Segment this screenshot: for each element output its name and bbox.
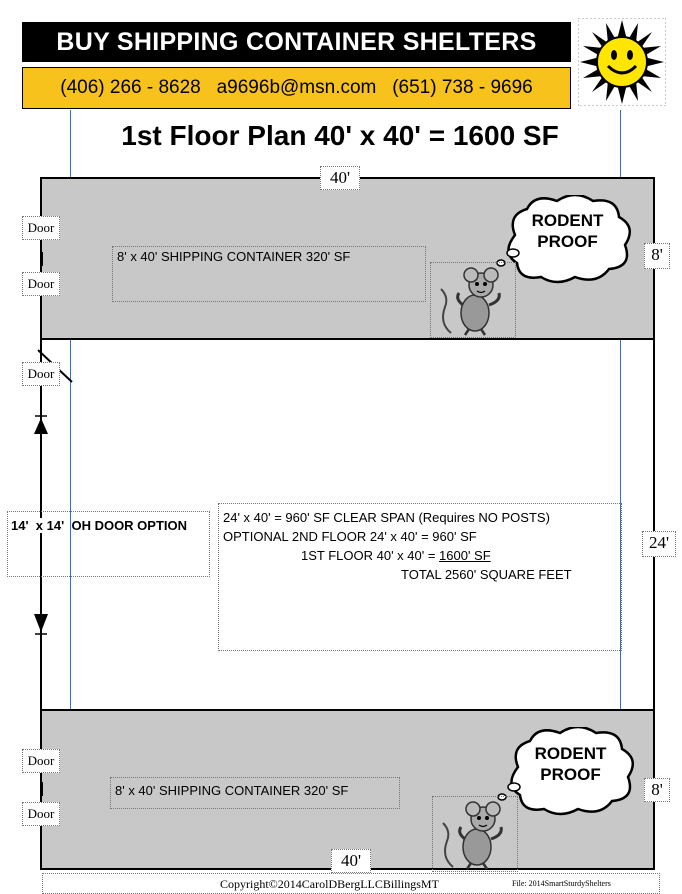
clear-span-notes	[218, 503, 622, 651]
top-container-label	[112, 246, 426, 302]
bottom-width-dimension: 40'	[331, 849, 371, 873]
bottom-container-label	[110, 777, 400, 809]
mouse-icon	[432, 796, 518, 872]
top-container-label-text: 8' x 40' SHIPPING CONTAINER 320' SF	[117, 249, 351, 264]
notes-line-4: TOTAL 2560' SQUARE FEET	[401, 567, 572, 582]
footer-file: File: 2014SmartSturdyShelters	[512, 879, 611, 888]
notes-line-3-prefix: 1ST FLOOR 40' x 40' =	[301, 548, 440, 563]
notes-line-2: OPTIONAL 2ND FLOOR 24' x 40' = 960' SF	[223, 529, 477, 544]
notes-line-1: 24' x 40' = 960' SF CLEAR SPAN (Requires NO POSTS)	[223, 510, 550, 525]
bottom-container-divider	[40, 709, 655, 711]
span-depth-dimension: 24'	[642, 531, 676, 557]
door-tick-top	[41, 252, 43, 266]
notes-line-3-value: 1600' SF	[439, 548, 491, 563]
bottom-container-label-text: 8' x 40' SHIPPING CONTAINER 320' SF	[115, 783, 349, 798]
footer-copyright: Copyright©2014CarolDBergLLCBillingsMT	[220, 877, 439, 891]
oh-door-label: OH DOOR OPTION	[71, 518, 188, 533]
oh-door-width: 14'	[11, 518, 29, 533]
plan-title: 1st Floor Plan 40' x 40' = 1600 SF	[121, 120, 559, 151]
door-bottom-left-2: Door	[22, 802, 60, 826]
sun-logo-icon	[578, 18, 666, 106]
email-address: a9696b@msn.com	[216, 77, 377, 98]
door-tick-bottom	[41, 782, 43, 796]
door-top-left-2: Door	[22, 272, 60, 296]
door-middle-left: Door	[22, 362, 60, 386]
rodent-bottom-line2: PROOF	[540, 765, 601, 784]
door-bottom-left-1: Door	[22, 749, 60, 773]
bottom-depth-dimension: 8'	[644, 778, 670, 802]
contact-bar	[22, 67, 571, 109]
oh-door-x: x	[35, 518, 44, 533]
phone-1: (406) 266 - 8628	[60, 77, 201, 98]
notes-line-3	[301, 546, 491, 565]
rodent-top-line1: RODENT	[531, 211, 604, 230]
oh-door-height: 14'	[46, 518, 65, 533]
rodent-top-line2: PROOF	[537, 232, 598, 251]
mouse-icon	[430, 262, 516, 338]
door-top-left-1: Door	[22, 216, 60, 240]
top-width-dimension: 40'	[320, 166, 360, 190]
top-container-divider	[40, 338, 655, 340]
header-title: BUY SHIPPING CONTAINER SHELTERS	[22, 22, 571, 62]
phone-2: (651) 738 - 9696	[392, 77, 533, 98]
oh-door-option	[7, 511, 210, 577]
rodent-bottom-line1: RODENT	[534, 744, 607, 763]
top-depth-dimension: 8'	[644, 243, 670, 269]
